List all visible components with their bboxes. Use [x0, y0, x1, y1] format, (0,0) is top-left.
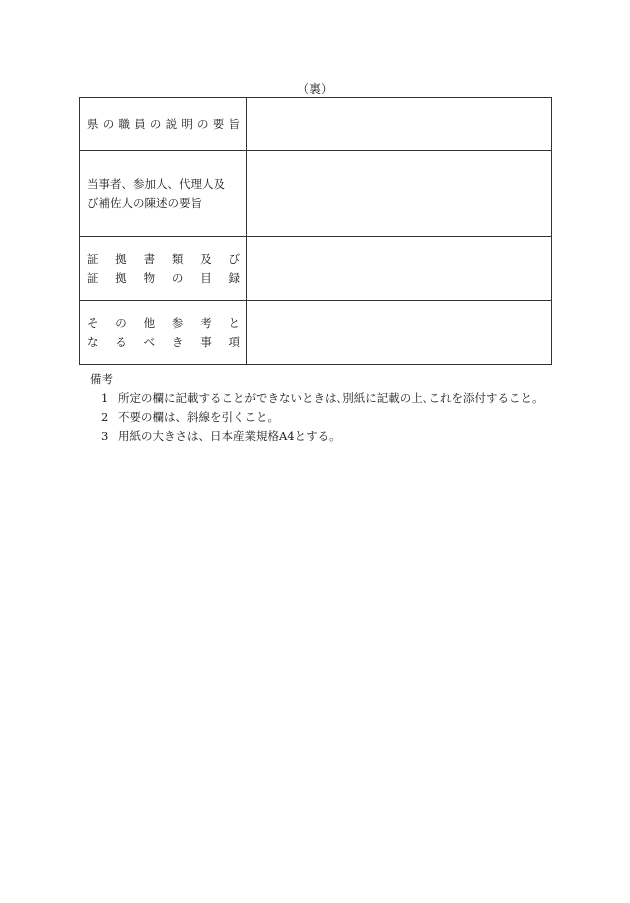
label-char: 旨 — [228, 116, 240, 131]
row-value-other-references[interactable] — [247, 301, 552, 365]
label-char: 考 — [200, 315, 212, 330]
label-char: 証 — [87, 270, 99, 285]
label-char: 物 — [143, 270, 156, 285]
label-char: 書 — [143, 251, 156, 266]
note-number: 1 — [101, 391, 109, 405]
label-char: の — [115, 315, 127, 330]
notes-heading: 備考 — [90, 372, 113, 386]
note-text: 不要の欄は、斜線を引くこと。 — [118, 410, 279, 424]
row-value-official-explanation[interactable] — [247, 98, 552, 151]
table-row — [80, 237, 552, 301]
note-number: 3 — [101, 429, 109, 443]
label-char: 事 — [200, 334, 212, 349]
label-char: 項 — [228, 334, 240, 349]
row-value-party-statements[interactable] — [247, 151, 552, 237]
label-char: の — [171, 270, 184, 285]
label-char: き — [171, 334, 184, 349]
label-char: 拠 — [115, 251, 127, 266]
label-line: び補佐人の陳述の要旨 — [87, 195, 202, 210]
note-item — [90, 389, 544, 408]
label-char: る — [115, 334, 127, 349]
statement-form-table — [79, 97, 552, 365]
row-label-other-references — [80, 301, 247, 365]
label-char: 及 — [200, 251, 212, 266]
label-char: 目 — [200, 270, 212, 285]
label-char: べ — [143, 334, 156, 349]
page-title: （裏） — [296, 82, 333, 96]
table-row — [80, 301, 552, 365]
row-label-official-explanation — [80, 98, 247, 151]
label-char: 拠 — [115, 270, 127, 285]
label-line — [87, 269, 240, 288]
label-char: 他 — [143, 315, 156, 330]
note-item — [90, 408, 544, 427]
label-line — [87, 314, 240, 333]
label-char: 録 — [228, 270, 240, 285]
label-char: 類 — [171, 251, 184, 266]
label-char: の — [197, 116, 209, 131]
row-label-evidence-list — [80, 237, 247, 301]
table-row — [80, 98, 552, 151]
label-char: そ — [87, 315, 99, 330]
table-row — [80, 151, 552, 237]
label-line — [87, 115, 240, 134]
label-char: 県 — [87, 116, 99, 131]
label-char: と — [228, 315, 240, 330]
label-char: 員 — [134, 116, 146, 131]
label-char: の — [149, 116, 162, 131]
row-label-party-statements — [80, 151, 247, 237]
note-text: 用紙の大きさは、日本産業規格A4とする。 — [118, 429, 341, 443]
label-char: 説 — [165, 116, 178, 131]
note-text: 所定の欄に記載することができないときは､別紙に記載の上､これを添付すること。 — [118, 391, 544, 405]
label-char: 参 — [171, 315, 184, 330]
label-line: 当事者、参加人、代理人及 — [87, 176, 225, 191]
notes-section — [90, 370, 544, 446]
label-char: 職 — [118, 116, 130, 131]
label-char: 要 — [212, 116, 225, 131]
label-char: な — [87, 334, 99, 349]
note-item — [90, 427, 544, 446]
label-line — [87, 333, 240, 352]
label-line — [87, 250, 240, 269]
row-value-evidence-list[interactable] — [247, 237, 552, 301]
label-char: 明 — [181, 116, 193, 131]
note-number: 2 — [101, 410, 109, 424]
label-char: の — [102, 116, 115, 131]
label-char: び — [228, 251, 240, 266]
label-char: 証 — [87, 251, 99, 266]
